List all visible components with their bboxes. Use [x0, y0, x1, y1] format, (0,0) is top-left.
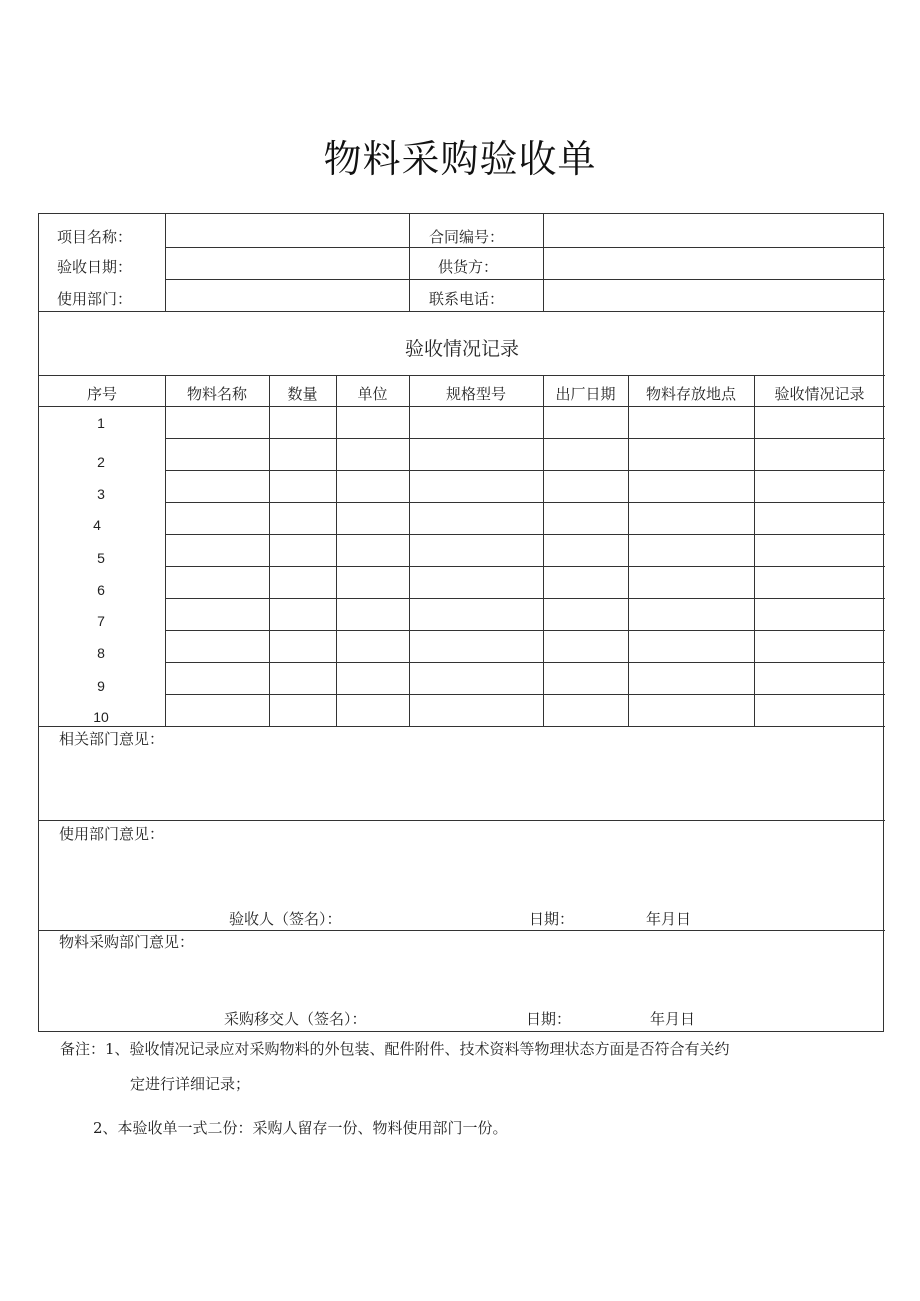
purchase-dept-opinion-label: 物料采购部门意见： — [59, 933, 195, 951]
column-header: 验收情况记录 — [774, 385, 865, 403]
row-number: 2 — [97, 454, 105, 470]
row-divider — [165, 438, 885, 439]
row-number: 7 — [97, 613, 105, 629]
row-divider — [165, 502, 885, 503]
column-header: 单位 — [357, 385, 388, 403]
row-number: 3 — [97, 486, 105, 502]
accept-date-field[interactable] — [166, 248, 408, 278]
supplier-field[interactable] — [544, 248, 884, 278]
column-divider — [543, 375, 544, 726]
row-divider — [165, 470, 885, 471]
column-divider — [754, 375, 755, 726]
purchase-dept-opinion-area[interactable] — [40, 956, 884, 1006]
row-divider — [165, 534, 885, 535]
row-divider — [39, 726, 885, 727]
accept-date-label: 验收日期： — [57, 258, 133, 276]
page-title: 物料采购验收单 — [323, 137, 597, 181]
section-title: 验收情况记录 — [404, 338, 519, 360]
row-number: 5 — [97, 550, 105, 566]
phone-field[interactable] — [544, 280, 884, 310]
row-divider — [165, 598, 885, 599]
row-number: 10 — [93, 709, 109, 725]
row-divider — [165, 694, 885, 695]
date-label: 日期： — [529, 910, 575, 928]
row-number: 9 — [97, 678, 105, 694]
row-number: 8 — [97, 645, 105, 661]
supplier-label: 供货方： — [438, 258, 499, 276]
column-divider — [165, 375, 166, 726]
row-divider — [165, 630, 885, 631]
row-number: 4 — [93, 517, 101, 533]
row-divider — [39, 311, 885, 312]
using-dept-opinion-label: 使用部门意见： — [59, 825, 165, 843]
column-header: 出厂日期 — [555, 385, 616, 403]
column-header: 规格型号 — [445, 385, 506, 403]
project-name-field[interactable] — [166, 215, 408, 246]
year-month-day: 年月日 — [646, 910, 692, 928]
column-divider — [409, 375, 410, 726]
dept-field[interactable] — [166, 280, 408, 310]
contract-no-label: 合同编号： — [429, 228, 505, 246]
dept-label: 使用部门： — [57, 290, 133, 308]
date-label: 日期： — [526, 1010, 572, 1028]
row-divider — [39, 820, 885, 821]
row-divider — [39, 930, 885, 931]
row-divider — [165, 662, 885, 663]
note-line-1: 备注：1、验收情况记录应对采购物料的外包装、配件附件、技术资料等物理状态方面是否符合有关约 — [60, 1040, 730, 1058]
note-line-3: 2、本验收单一式二份：采购人留存一份、物料使用部门一份。 — [93, 1119, 508, 1137]
column-header: 数量 — [287, 385, 318, 403]
using-dept-opinion-area[interactable] — [40, 848, 884, 898]
column-header: 序号 — [86, 385, 117, 403]
project-name-label: 项目名称： — [57, 228, 133, 246]
column-divider — [269, 375, 270, 726]
phone-label: 联系电话： — [429, 290, 505, 308]
acceptance-form-table — [38, 213, 884, 1032]
column-divider — [628, 375, 629, 726]
contract-no-field[interactable] — [544, 215, 884, 246]
year-month-day: 年月日 — [650, 1010, 696, 1028]
column-divider — [409, 214, 410, 311]
column-header: 物料名称 — [186, 385, 247, 403]
column-divider — [336, 375, 337, 726]
note-line-2: 定进行详细记录； — [130, 1075, 251, 1093]
related-dept-opinion-area[interactable] — [40, 754, 884, 818]
row-number: 1 — [97, 415, 105, 431]
row-divider — [165, 566, 885, 567]
acceptor-signature-label: 验收人（签名）： — [229, 910, 342, 928]
purchaser-signature-label: 采购移交人（签名）： — [224, 1010, 367, 1028]
row-number: 6 — [97, 582, 105, 598]
related-dept-opinion-label: 相关部门意见： — [59, 730, 165, 748]
column-header: 物料存放地点 — [645, 385, 736, 403]
